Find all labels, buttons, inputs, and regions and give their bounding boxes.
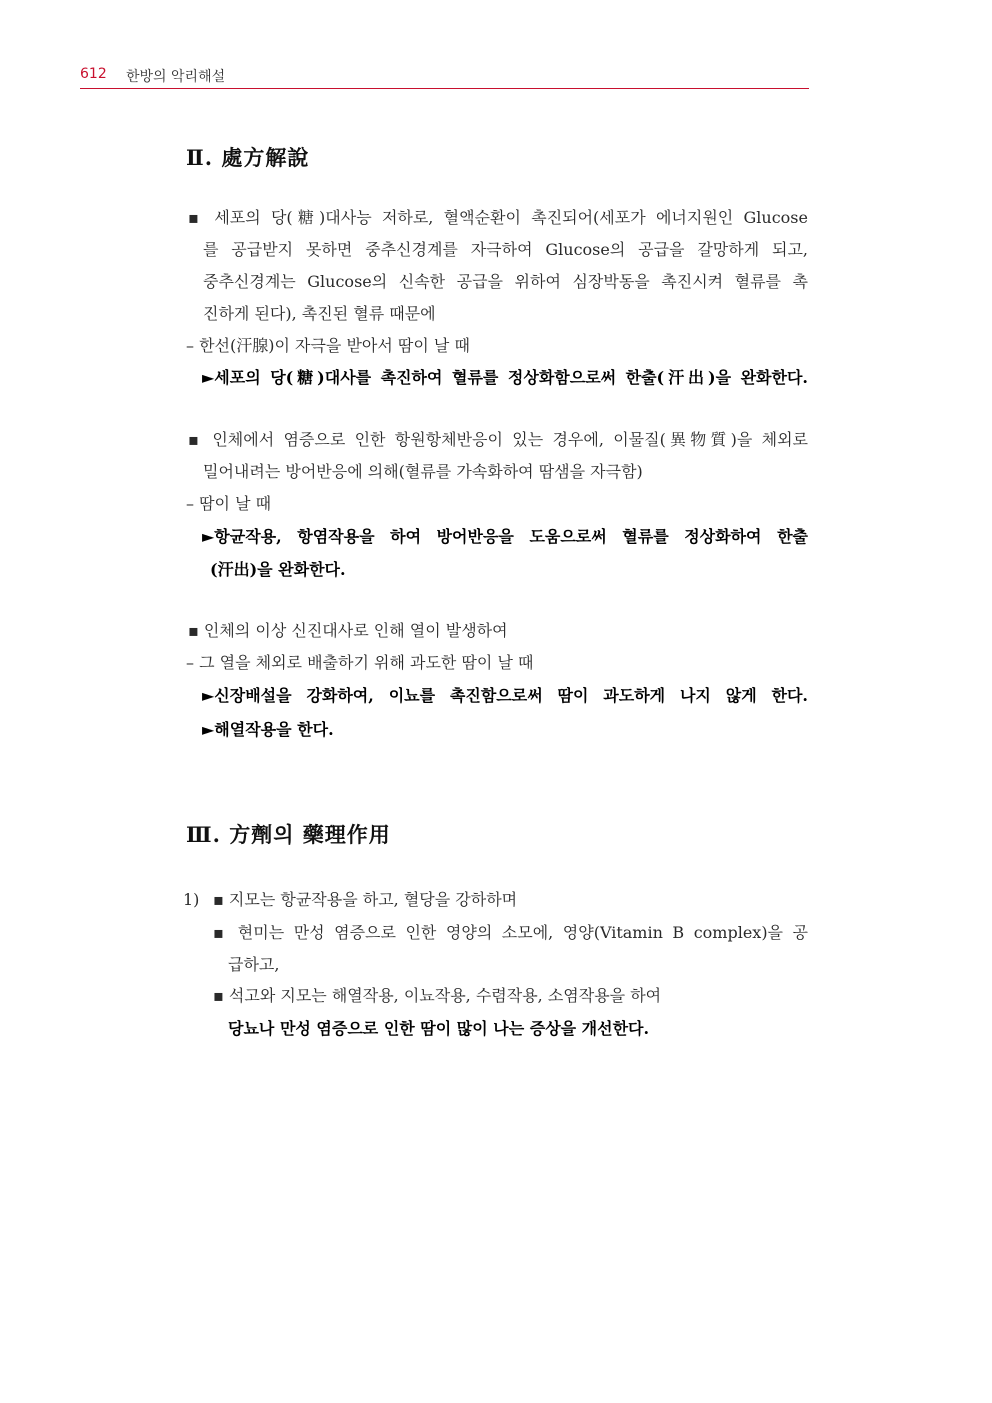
page-header [80,64,809,89]
body-line: 급하고, [228,955,280,974]
body-line: ▪ 지모는 항균작용을 하고, 혈당을 강하하며 [213,890,518,909]
body-line: ▪ 석고와 지모는 해열작용, 이뇨작용, 수렴작용, 소염작용을 하여 [213,986,662,1005]
body-line: 밀어내려는 방어반응에 의해(혈류를 가속화하여 땀샘을 자극함) [203,462,643,481]
page-number: 612 [80,66,107,82]
conclusion-line: ►신장배설을 강화하여, 이뇨를 촉진함으로써 땀이 과도하게 나지 않게 한다. [202,686,808,705]
body-line: 진하게 된다), 촉진된 혈류 때문에 [203,304,436,323]
dash-line: – 그 열을 체외로 배출하기 위해 과도한 땀이 날 때 [186,653,534,672]
conclusion-line: 당뇨나 만성 염증으로 인한 땀이 많이 나는 증상을 개선한다. [228,1019,650,1038]
conclusion-line: ►항균작용, 항염작용을 하여 방어반응을 도움으로써 혈류를 정상화하여 한출 [202,527,808,546]
dash-line: – 땀이 날 때 [186,494,272,513]
conclusion-line: (汗出)을 완화한다. [210,560,346,579]
section-heading-2: Ⅱ. 處方解說 [186,145,310,170]
conclusion-line: ►세포의 당(糖)대사를 촉진하여 혈류를 정상화함으로써 한출(汗出)을 완화한다. [202,368,808,387]
body-line: ▪ 현미는 만성 염증으로 인한 영양의 소모에, 영양(Vitamin B complex)을 공 [213,923,808,942]
body-line: 를 공급받지 못하면 중추신경계를 자극하여 Glucose의 공급을 갈망하게 되고, [203,240,808,259]
dash-line: – 한선(汗腺)이 자극을 받아서 땀이 날 때 [186,336,470,355]
body-line: ▪ 세포의 당(糖)대사능 저하로, 혈액순환이 촉진되어(세포가 에너지원인 Glucose [188,208,808,227]
book-title: 한방의 악리해설 [126,69,226,85]
section-heading-3: Ⅲ. 方劑의 藥理作用 [186,822,391,847]
item-number: 1) [183,890,200,909]
body-line: 중추신경계는 Glucose의 신속한 공급을 위하여 심장박동을 촉진시켜 혈류를 촉 [203,272,808,291]
conclusion-line: ►해열작용을 한다. [202,720,334,739]
body-line: ▪ 인체의 이상 신진대사로 인해 열이 발생하여 [188,621,508,640]
body-line: ▪ 인체에서 염증으로 인한 항원항체반응이 있는 경우에, 이물질(異物質)을 체외로 [188,430,808,449]
